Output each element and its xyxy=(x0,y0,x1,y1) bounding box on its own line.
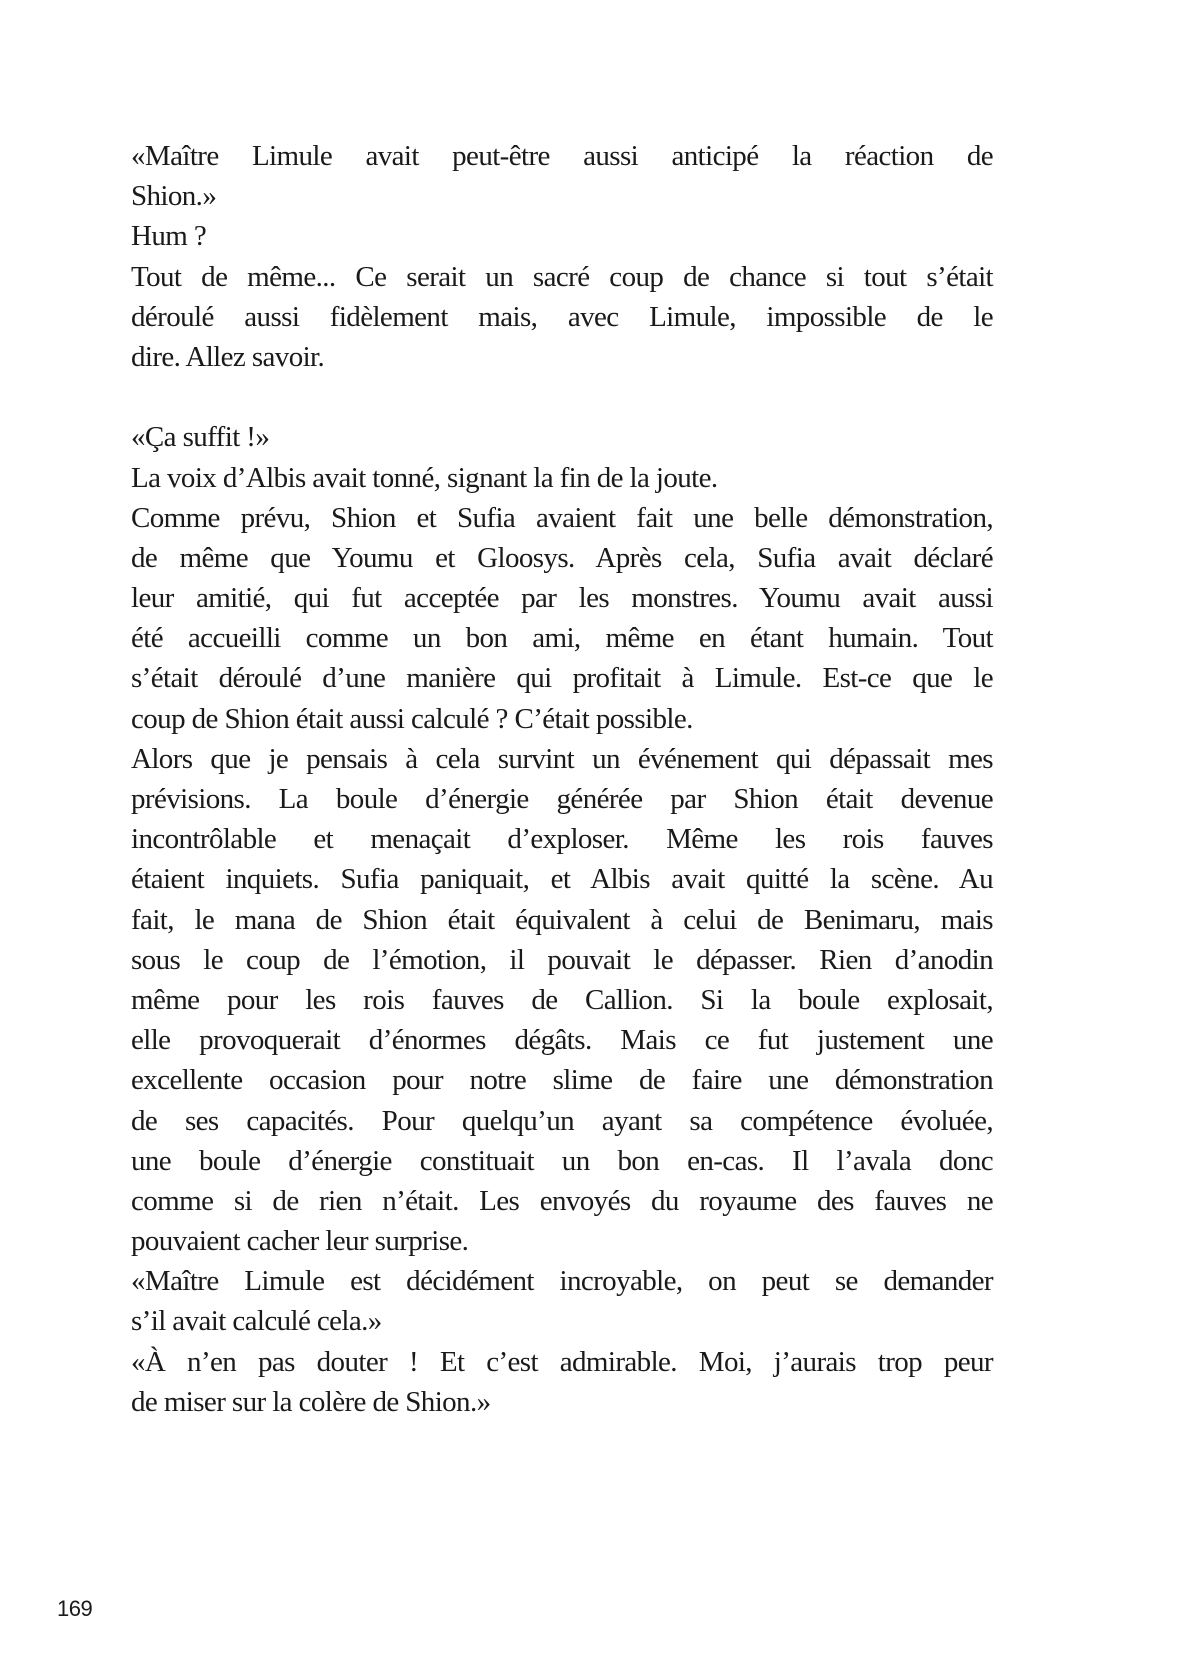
page-body-text xyxy=(131,136,993,1422)
page-number: 169 xyxy=(57,1596,93,1621)
text-line: même pour les rois fauves de Callion. Si la boule explosait, xyxy=(131,983,993,1016)
paragraph-break xyxy=(131,377,993,417)
text-line: étaient inquiets. Sufia paniquait, et Albis avait quitté la scène. Au xyxy=(131,863,993,896)
text-line: coup de Shion était aussi calculé ? C’était possible. xyxy=(131,702,693,735)
text-line: fait, le mana de Shion était équivalent à celui de Benimaru, mais xyxy=(131,903,993,936)
text-line: «Maître Limule est décidément incroyable, on peut se demander xyxy=(131,1265,993,1298)
text-line: «À n’en pas douter ! Et c’est admirable. Moi, j’aurais trop peur xyxy=(131,1345,993,1378)
text-line: Shion.» xyxy=(131,180,217,213)
text-line: prévisions. La boule d’énergie générée par Shion était devenue xyxy=(131,783,993,815)
text-line: Hum ? xyxy=(131,220,207,253)
text-line: excellente occasion pour notre slime de faire une démonstration xyxy=(131,1064,993,1097)
text-line: comme si de rien n’était. Les envoyés du royaume des fauves ne xyxy=(131,1184,993,1217)
text-line: de même que Youmu et Gloosys. Après cela, Sufia avait déclaré xyxy=(131,541,993,574)
text-line: incontrôlable et menaçait d’exploser. Même les rois fauves xyxy=(131,823,993,856)
text-line: leur amitié, qui fut acceptée par les monstres. Youmu avait aussi xyxy=(131,582,993,615)
text-line: de ses capacités. Pour quelqu’un ayant sa compétence évoluée, xyxy=(131,1104,993,1137)
text-line: dire. Allez savoir. xyxy=(131,340,325,373)
text-line: de miser sur la colère de Shion.» xyxy=(131,1385,491,1418)
text-line: été accueilli comme un bon ami, même en étant humain. Tout xyxy=(131,622,993,655)
text-line: elle provoquerait d’énormes dégâts. Mais ce fut justement une xyxy=(131,1024,993,1057)
text-line: déroulé aussi fidèlement mais, avec Limule, impossible de le xyxy=(131,300,993,333)
text-line: «Ça suffit !» xyxy=(131,421,270,454)
text-line: s’était déroulé d’une manière qui profitait à Limule. Est-ce que le xyxy=(131,662,993,695)
text-line: Tout de même... Ce serait un sacré coup de chance si tout s’était xyxy=(131,260,993,293)
text-line: s’il avait calculé cela.» xyxy=(131,1305,382,1338)
text-line: La voix d’Albis avait tonné, signant la fin de la joute. xyxy=(131,461,718,494)
text-line: sous le coup de l’émotion, il pouvait le dépasser. Rien d’anodin xyxy=(131,943,993,976)
text-line: une boule d’énergie constituait un bon en-cas. Il l’avala donc xyxy=(131,1144,993,1177)
text-line: «Maître Limule avait peut-être aussi anticipé la réaction de xyxy=(131,140,993,172)
text-line: pouvaient cacher leur surprise. xyxy=(131,1225,469,1258)
text-line: Comme prévu, Shion et Sufia avaient fait une belle démonstration, xyxy=(131,501,993,534)
text-line: Alors que je pensais à cela survint un événement qui dépassait mes xyxy=(131,742,993,775)
